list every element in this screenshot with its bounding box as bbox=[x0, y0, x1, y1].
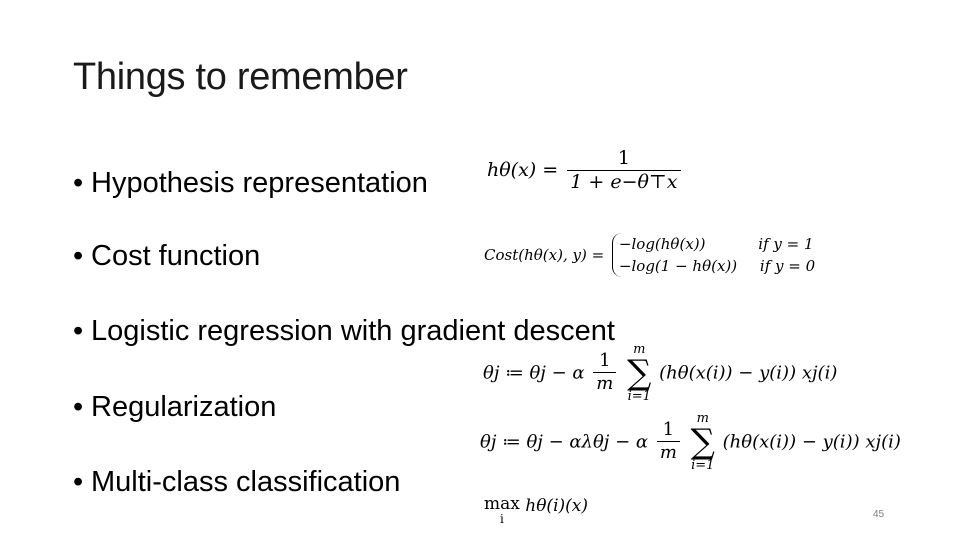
gradient-body: (hθ(x(i)) − y(i)) xj(i) bbox=[659, 362, 838, 384]
max-label: max bbox=[484, 494, 520, 514]
bullet-dot-icon: • bbox=[73, 315, 84, 347]
multiclass-formula bbox=[484, 496, 588, 525]
regularized-fraction bbox=[657, 420, 680, 463]
sigma-icon: ∑ bbox=[690, 422, 715, 462]
cost-case-condition: if y = 0 bbox=[759, 257, 816, 275]
bullet-dot-icon: • bbox=[73, 466, 84, 498]
cost-case-condition: if y = 1 bbox=[758, 235, 814, 253]
multiclass-body: hθ(i)(x) bbox=[525, 496, 588, 516]
hypothesis-denominator: 1 + e−θ⊤x bbox=[570, 170, 678, 193]
hypothesis-lhs: hθ(x) = bbox=[487, 158, 559, 181]
bullet-dot-icon: • bbox=[73, 240, 84, 272]
cost-case-row bbox=[619, 255, 815, 277]
hypothesis-fraction bbox=[567, 148, 680, 194]
slide-title: Things to remember bbox=[73, 56, 408, 98]
bullet-text: Logistic regression with gradient descent bbox=[91, 315, 615, 347]
sum-lower-limit: i=1 bbox=[691, 458, 715, 473]
regularized-fraction-denominator: m bbox=[659, 442, 677, 464]
gradient-lhs: θj ≔ θj − α bbox=[483, 362, 585, 384]
bullet-text: Multi-class classification bbox=[91, 466, 401, 498]
page-number: 45 bbox=[873, 509, 885, 520]
bullet-item bbox=[73, 466, 400, 499]
bullet-text: Cost function bbox=[91, 240, 261, 272]
gradient-sum bbox=[627, 343, 651, 403]
bullet-text: Hypothesis representation bbox=[91, 167, 428, 199]
regularized-update-formula bbox=[480, 412, 901, 472]
cost-formula bbox=[484, 233, 815, 277]
bullet-dot-icon: • bbox=[73, 391, 84, 423]
hypothesis-formula bbox=[487, 148, 684, 194]
sum-lower-limit: i=1 bbox=[627, 389, 651, 404]
sigma-icon: ∑ bbox=[627, 353, 652, 393]
max-subscript: i bbox=[500, 512, 504, 526]
sum-upper-limit: m bbox=[696, 411, 709, 426]
hypothesis-numerator: 1 bbox=[567, 148, 680, 171]
bullet-item bbox=[73, 240, 260, 273]
cost-lhs: Cost(hθ(x), y) = bbox=[484, 246, 605, 264]
cost-case-expression: −log(1 − hθ(x)) bbox=[618, 257, 738, 275]
gradient-fraction bbox=[593, 351, 616, 394]
cost-cases bbox=[612, 233, 815, 277]
max-operator bbox=[484, 496, 520, 525]
gradient-update-formula bbox=[483, 343, 837, 403]
regularized-body: (hθ(x(i)) − y(i)) xj(i) bbox=[722, 431, 901, 453]
bullet-item bbox=[73, 167, 428, 200]
gradient-fraction-numerator: 1 bbox=[593, 351, 616, 373]
regularized-lhs: θj ≔ θj − αλθj − α bbox=[480, 431, 649, 453]
cost-case-expression: −log(hθ(x)) bbox=[618, 235, 706, 253]
cost-case-row bbox=[619, 233, 815, 255]
bullet-dot-icon: • bbox=[73, 167, 84, 199]
gradient-fraction-denominator: m bbox=[596, 373, 614, 395]
bullet-item bbox=[73, 391, 276, 424]
regularized-fraction-numerator: 1 bbox=[657, 420, 680, 442]
regularized-sum bbox=[691, 412, 715, 472]
sum-upper-limit: m bbox=[633, 342, 646, 357]
bullet-text: Regularization bbox=[91, 391, 277, 423]
